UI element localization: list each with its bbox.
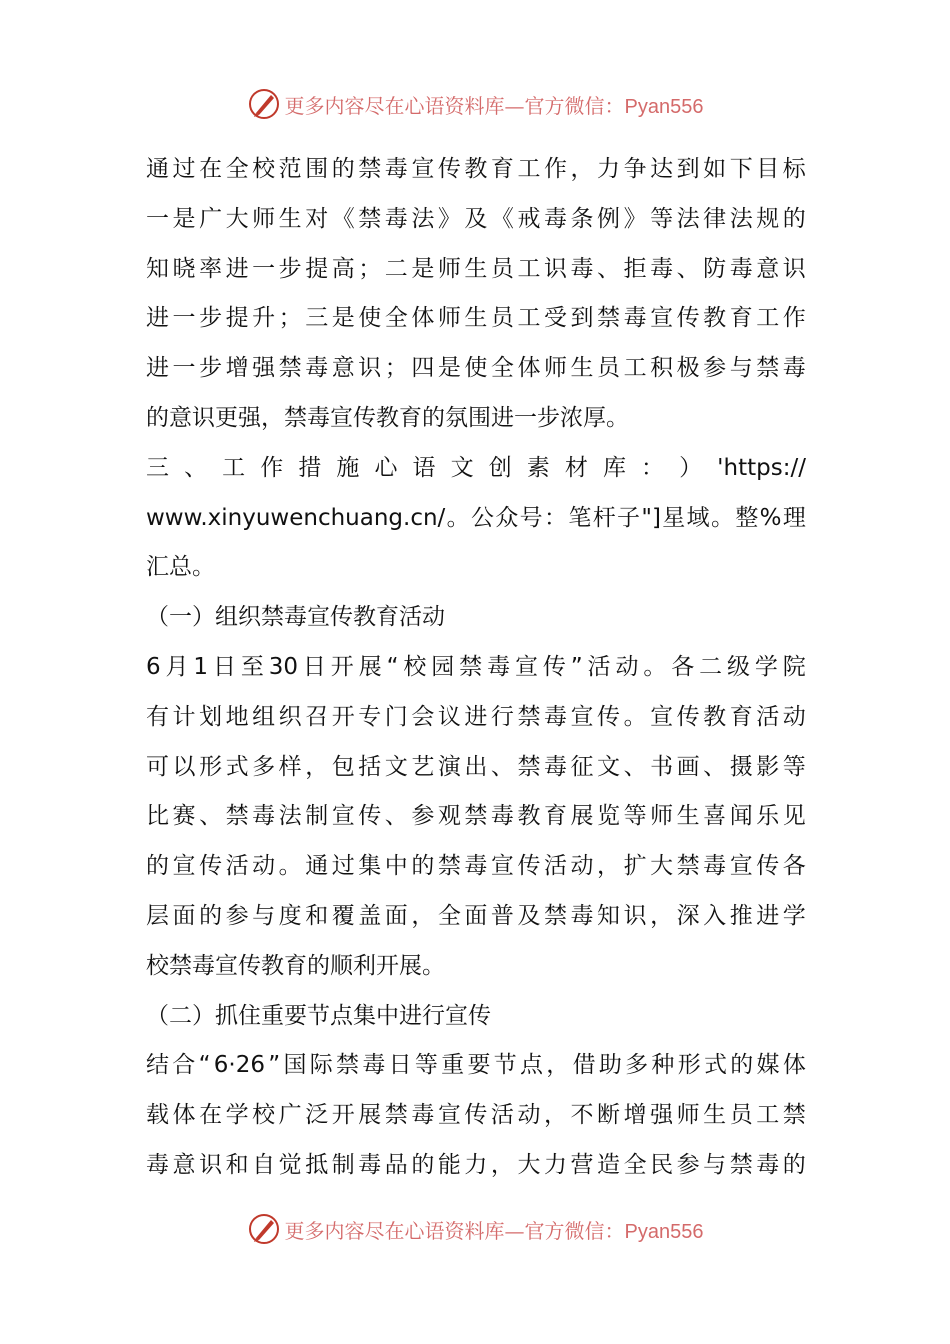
- pen-logo-icon: [247, 87, 281, 121]
- text-line: www.xinyuwenchuang.cn/ 。 公 众 号 ： 笔 杆 子 "] 星 域 。 整 % 理: [146, 504, 806, 531]
- pen-logo-icon: [247, 1212, 281, 1246]
- text-line: 的 宣 传 活 动 。 通 过 集 中 的 禁 毒 宣 传 活 动 ， 扩 大 禁 毒 宣 传 各: [146, 853, 806, 880]
- header-banner: [0, 84, 950, 124]
- text-line: 一 是 广 大 师 生 对 《 禁 毒 法 》 及 《 戒 毒 条 例 》 等 法 律 法 规 的: [146, 205, 806, 232]
- text-line: 进 一 步 增 强 禁 毒 意 识 ； 四 是 使 全 体 师 生 员 工 积 极 参 与 禁 毒: [146, 355, 806, 382]
- text-line: 汇总。: [146, 554, 215, 581]
- text-line: （二）抓住重要节点集中进行宣传: [146, 1002, 491, 1029]
- text-line: 进 一 步 提 升 ； 三 是 使 全 体 师 生 员 工 受 到 禁 毒 宣 传 教 育 工 作: [146, 305, 806, 332]
- text-line: 比 赛 、 禁 毒 法 制 宣 传 、 参 观 禁 毒 教 育 展 览 等 师 生 喜 闻 乐 见: [146, 803, 806, 830]
- text-line: 三 、 工 作 措 施 心 语 文 创 素 材 库 ： ） 'https://: [146, 454, 806, 481]
- document-body: [146, 145, 806, 1191]
- text-line: 载 体 在 学 校 广 泛 开 展 禁 毒 宣 传 活 动 ， 不 断 增 强 师 生 员 工 禁: [146, 1102, 806, 1129]
- text-line: 6 月 1 日 至 30 日 开 展 “ 校 园 禁 毒 宣 传 ” 活 动 。 各 二 级 学 院: [146, 653, 806, 680]
- wechat-id: Pyan556: [624, 1220, 704, 1243]
- text-line: 有 计 划 地 组 织 召 开 专 门 会 议 进 行 禁 毒 宣 传 。 宣 传 教 育 活 动: [146, 703, 806, 730]
- text-line: 知 晓 率 进 一 步 提 高 ； 二 是 师 生 员 工 识 毒 、 拒 毒 、 防 毒 意 识: [146, 255, 806, 282]
- text-line: （一）组织禁毒宣传教育活动: [146, 604, 445, 631]
- text-line: 可 以 形 式 多 样 ， 包 括 文 艺 演 出 、 禁 毒 征 文 、 书 画 、 摄 影 等: [146, 753, 806, 780]
- text-line: 校禁毒宣传教育的顺利开展。: [146, 952, 445, 979]
- text-line: 毒 意 识 和 自 觉 抵 制 毒 品 的 能 力 ， 大 力 营 造 全 民 参 与 禁 毒 的: [146, 1151, 806, 1178]
- banner-text: 更多内容尽在心语资料库—官方微信：Pyan556: [284, 93, 704, 118]
- text-line: 结 合 “ 6·26 ” 国 际 禁 毒 日 等 重 要 节 点 ， 借 助 多 种 形 式 的 媒 体: [146, 1052, 806, 1079]
- text-line: 通 过 在 全 校 范 围 的 禁 毒 宣 传 教 育 工 作 ， 力 争 达 到 如 下 目 标: [146, 156, 806, 182]
- footer-banner: [0, 1209, 950, 1249]
- wechat-id: Pyan556: [624, 95, 704, 118]
- text-line: 层 面 的 参 与 度 和 覆 盖 面 ， 全 面 普 及 禁 毒 知 识 ， 深 入 推 进 学: [146, 902, 806, 929]
- banner-text: 更多内容尽在心语资料库—官方微信：Pyan556: [284, 1218, 704, 1243]
- text-line: 的意识更强，禁毒宣传教育的氛围进一步浓厚。: [146, 404, 629, 431]
